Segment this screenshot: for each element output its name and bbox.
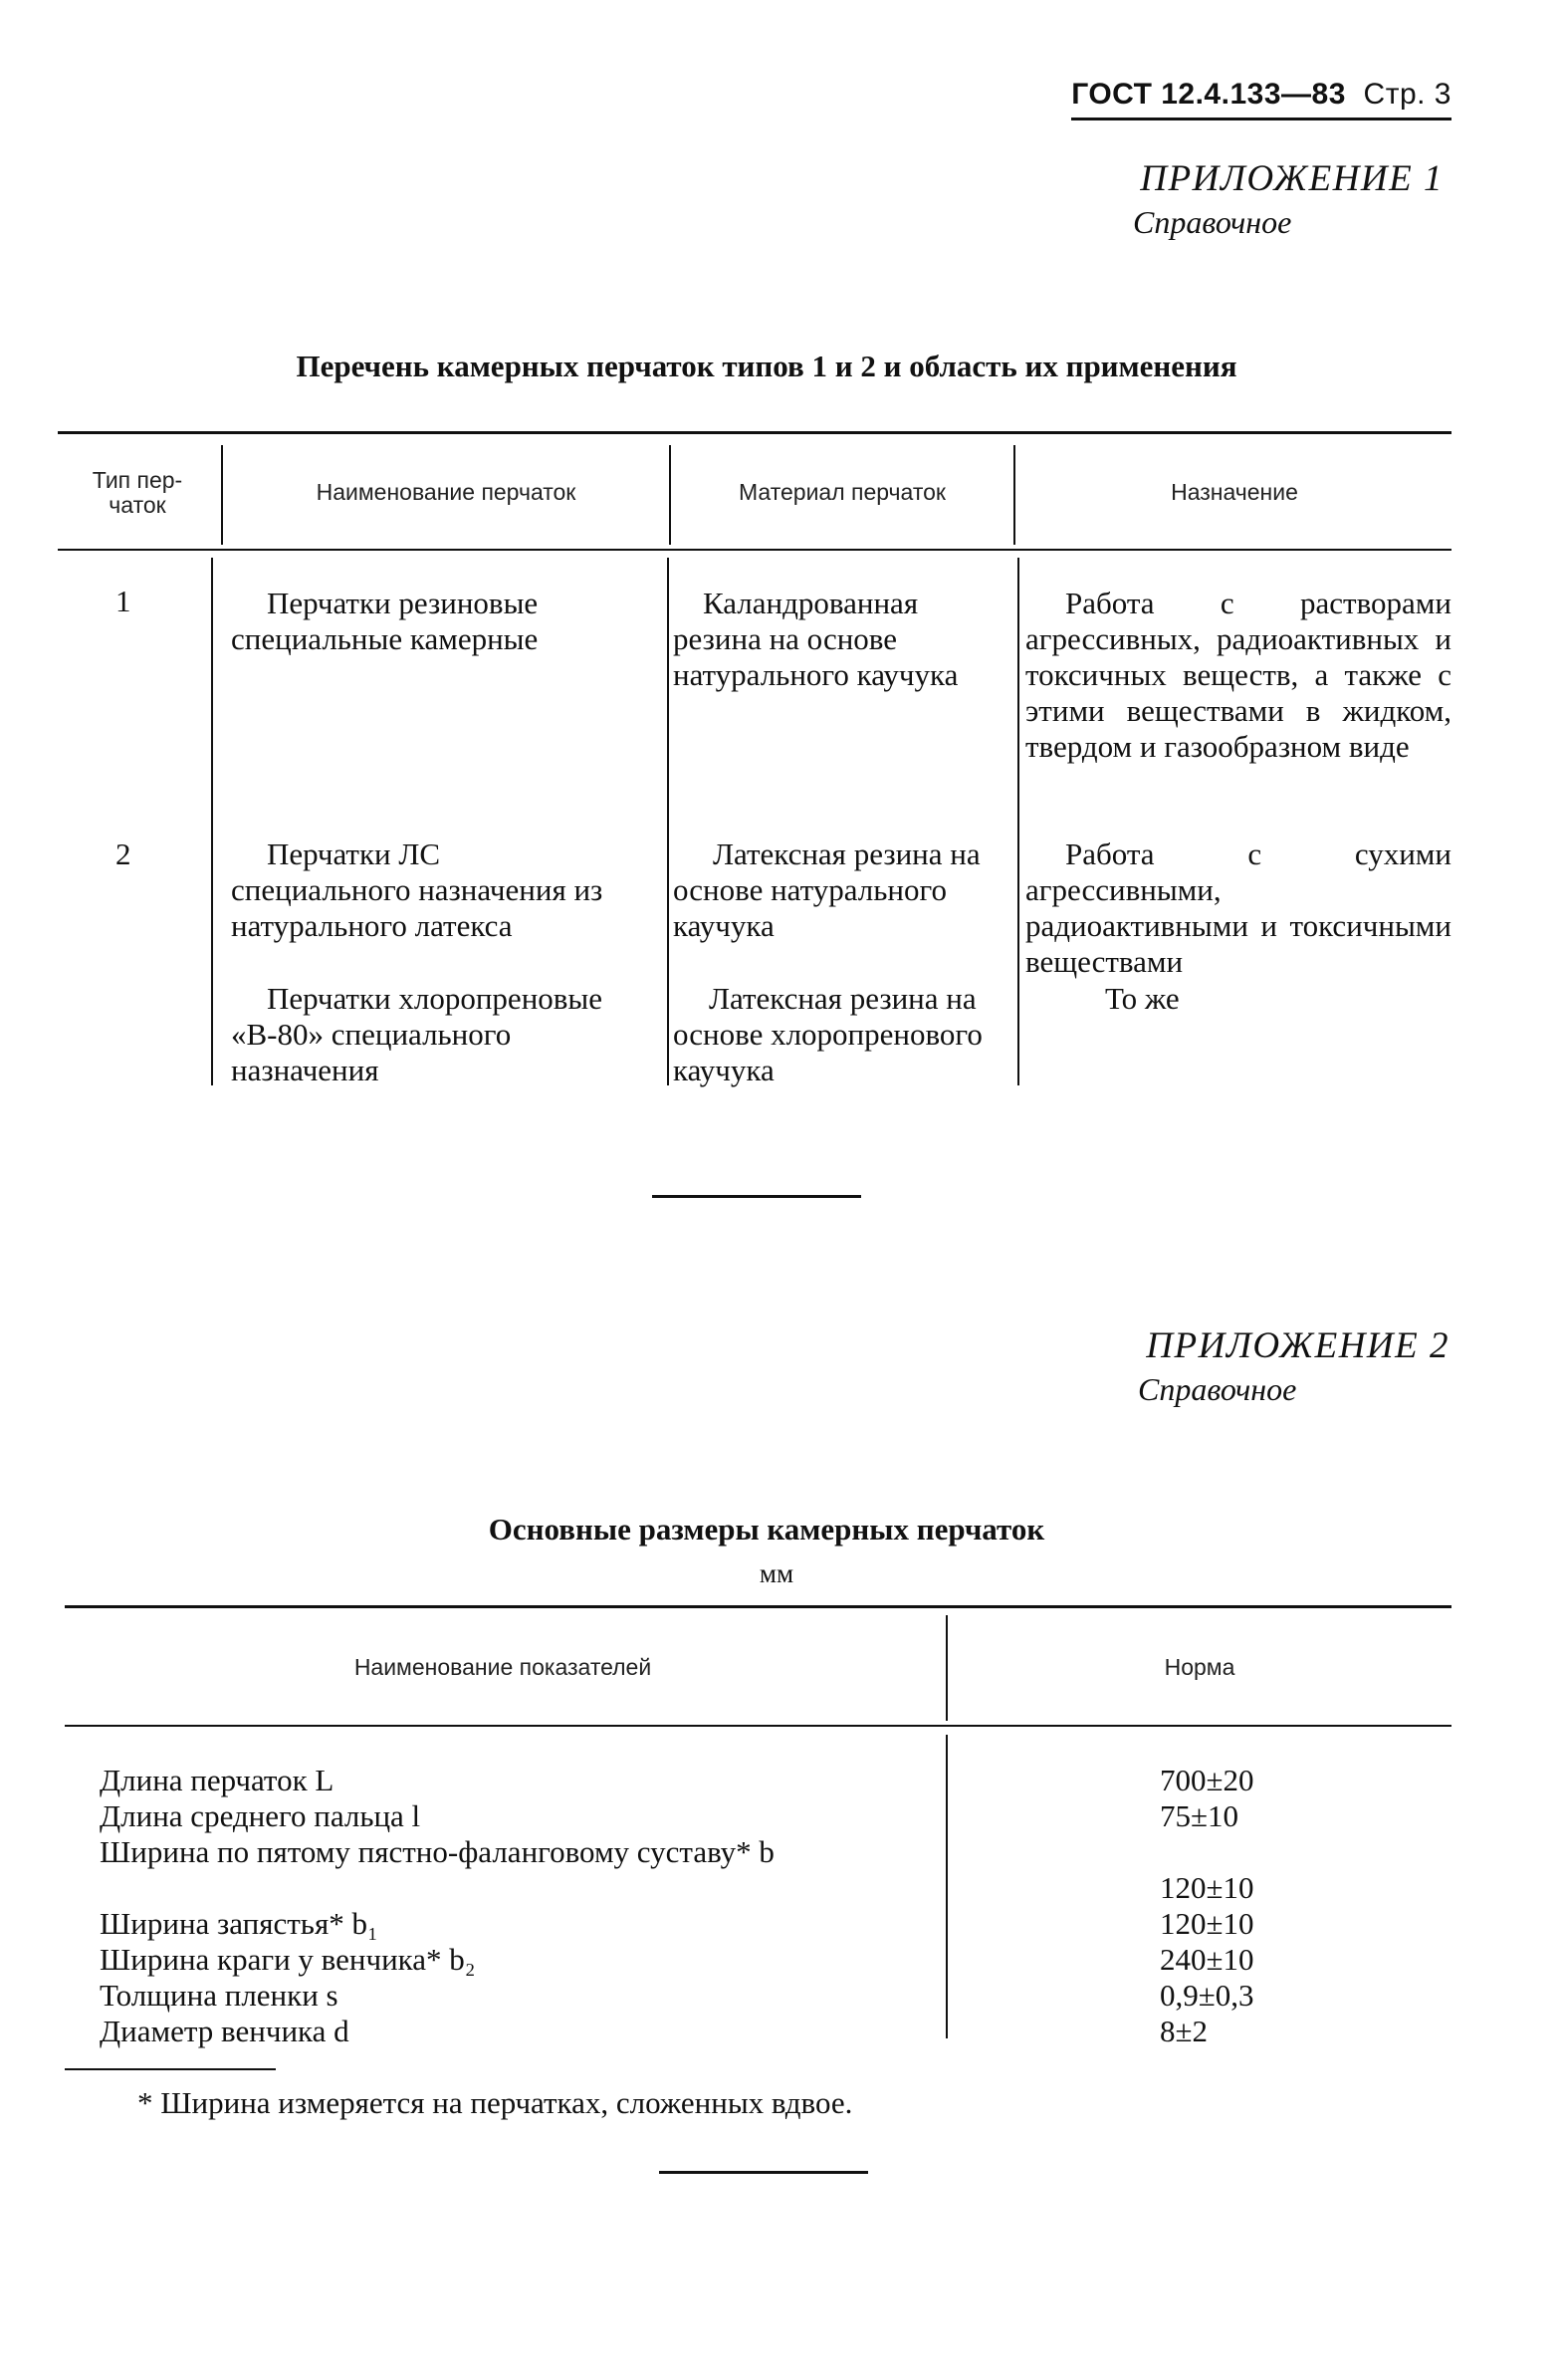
standard-number: ГОСТ 12.4.133—83 (1071, 78, 1346, 111)
appendix-1-title: ПРИЛОЖЕНИЕ 1 (1140, 158, 1444, 199)
table-2-row-value: 75±10 (1160, 1798, 1239, 1833)
table-2-top-rule (65, 1605, 1451, 1608)
table-2-row-name: Ширина краги у венчика* b₂ (100, 1942, 476, 1977)
table-2-divider (946, 1615, 948, 1721)
table-2-row-name: Ширина запястья* b₁ (100, 1906, 378, 1941)
table-1-cell-material: Каландрованная резина на основе натурального каучука (673, 586, 959, 692)
table-1-divider (211, 558, 213, 1085)
table-1-divider (667, 558, 669, 1085)
table-2-row-name: Диаметр венчика d (100, 2014, 349, 2048)
section-separator (652, 1195, 861, 1198)
table-2-header-norm: Норма (1164, 1654, 1235, 1681)
table-1-divider (669, 445, 671, 545)
table-1-cell-purpose: То же (1105, 981, 1180, 1016)
table-2-row-name: Длина среднего пальца l (100, 1798, 421, 1833)
table-2-title: Основные размеры камерных перчаток (488, 1512, 1045, 1547)
table-1-header-type: Тип пер- чаток (92, 466, 183, 518)
table-2-row-name: Толщина пленки s (100, 1978, 338, 2013)
section-separator (659, 2171, 868, 2174)
table-1-header-purpose: Назначение (1171, 479, 1298, 506)
table-1-cell-type: 1 (115, 584, 131, 618)
table-1-title: Перечень камерных перчаток типов 1 и 2 и область их применения (296, 349, 1237, 383)
table-2-row-value: 240±10 (1160, 1942, 1254, 1977)
table-2-divider (946, 1735, 948, 2038)
page-number: Стр. 3 (1363, 78, 1451, 111)
table-1-cell-material: Латексная резина на основе натурального каучука (673, 836, 981, 943)
table-2-header-rule (65, 1725, 1451, 1727)
table-2-row-value: 120±10 (1160, 1906, 1254, 1941)
table-1-divider (221, 445, 223, 545)
table-1-header-material: Материал перчаток (739, 479, 946, 506)
footnote-rule (65, 2068, 276, 2070)
table-2-row-name: Ширина по пятому пястно-фаланговому суставу* b (100, 1834, 775, 1869)
page-header (1071, 78, 1451, 120)
table-1-cell-name: Перчатки хлоропреновые «В-80» специального назначения (231, 981, 603, 1087)
table-2-units: мм (759, 1558, 794, 1588)
appendix-1-subtitle: Справочное (1133, 204, 1292, 240)
table-1-header-rule (58, 549, 1451, 551)
table-1-divider (1017, 558, 1019, 1085)
table-1-cell-purpose: Работа с растворами агрессивных, радиоактивных и токсичных веществ, а также с этими веществами в жидком, твердом и газообразном виде (1025, 586, 1451, 764)
table-1-header-name: Наименование перчаток (316, 479, 576, 506)
table-1-cell-type: 2 (115, 836, 131, 871)
table-1-cell-purpose: Работа с сухими агрессивными, радиоактивными и токсичными веществами (1025, 836, 1451, 979)
table-1-cell-name: Перчатки ЛС специального назначения из натурального латекса (231, 836, 603, 943)
table-1-top-rule (58, 431, 1451, 434)
table-2-header-name: Наименование показателей (353, 1654, 652, 1681)
appendix-2-subtitle: Справочное (1138, 1371, 1297, 1407)
appendix-2-title: ПРИЛОЖЕНИЕ 2 (1146, 1325, 1450, 1366)
table-2-row-value: 8±2 (1160, 2014, 1209, 2048)
table-1-divider (1013, 445, 1015, 545)
footnote: * Ширина измеряется на перчатках, сложенных вдвое. (137, 2085, 853, 2120)
table-1-cell-name: Перчатки резиновые специальные камерные (231, 586, 539, 656)
table-2-row-name: Длина перчаток L (100, 1763, 334, 1797)
table-2-row-value: 120±10 (1160, 1870, 1254, 1905)
table-2-row-value: 0,9±0,3 (1160, 1978, 1254, 2013)
table-2-row-value: 700±20 (1160, 1763, 1254, 1797)
table-1-cell-material: Латексная резина на основе хлоропренового каучука (673, 981, 983, 1087)
